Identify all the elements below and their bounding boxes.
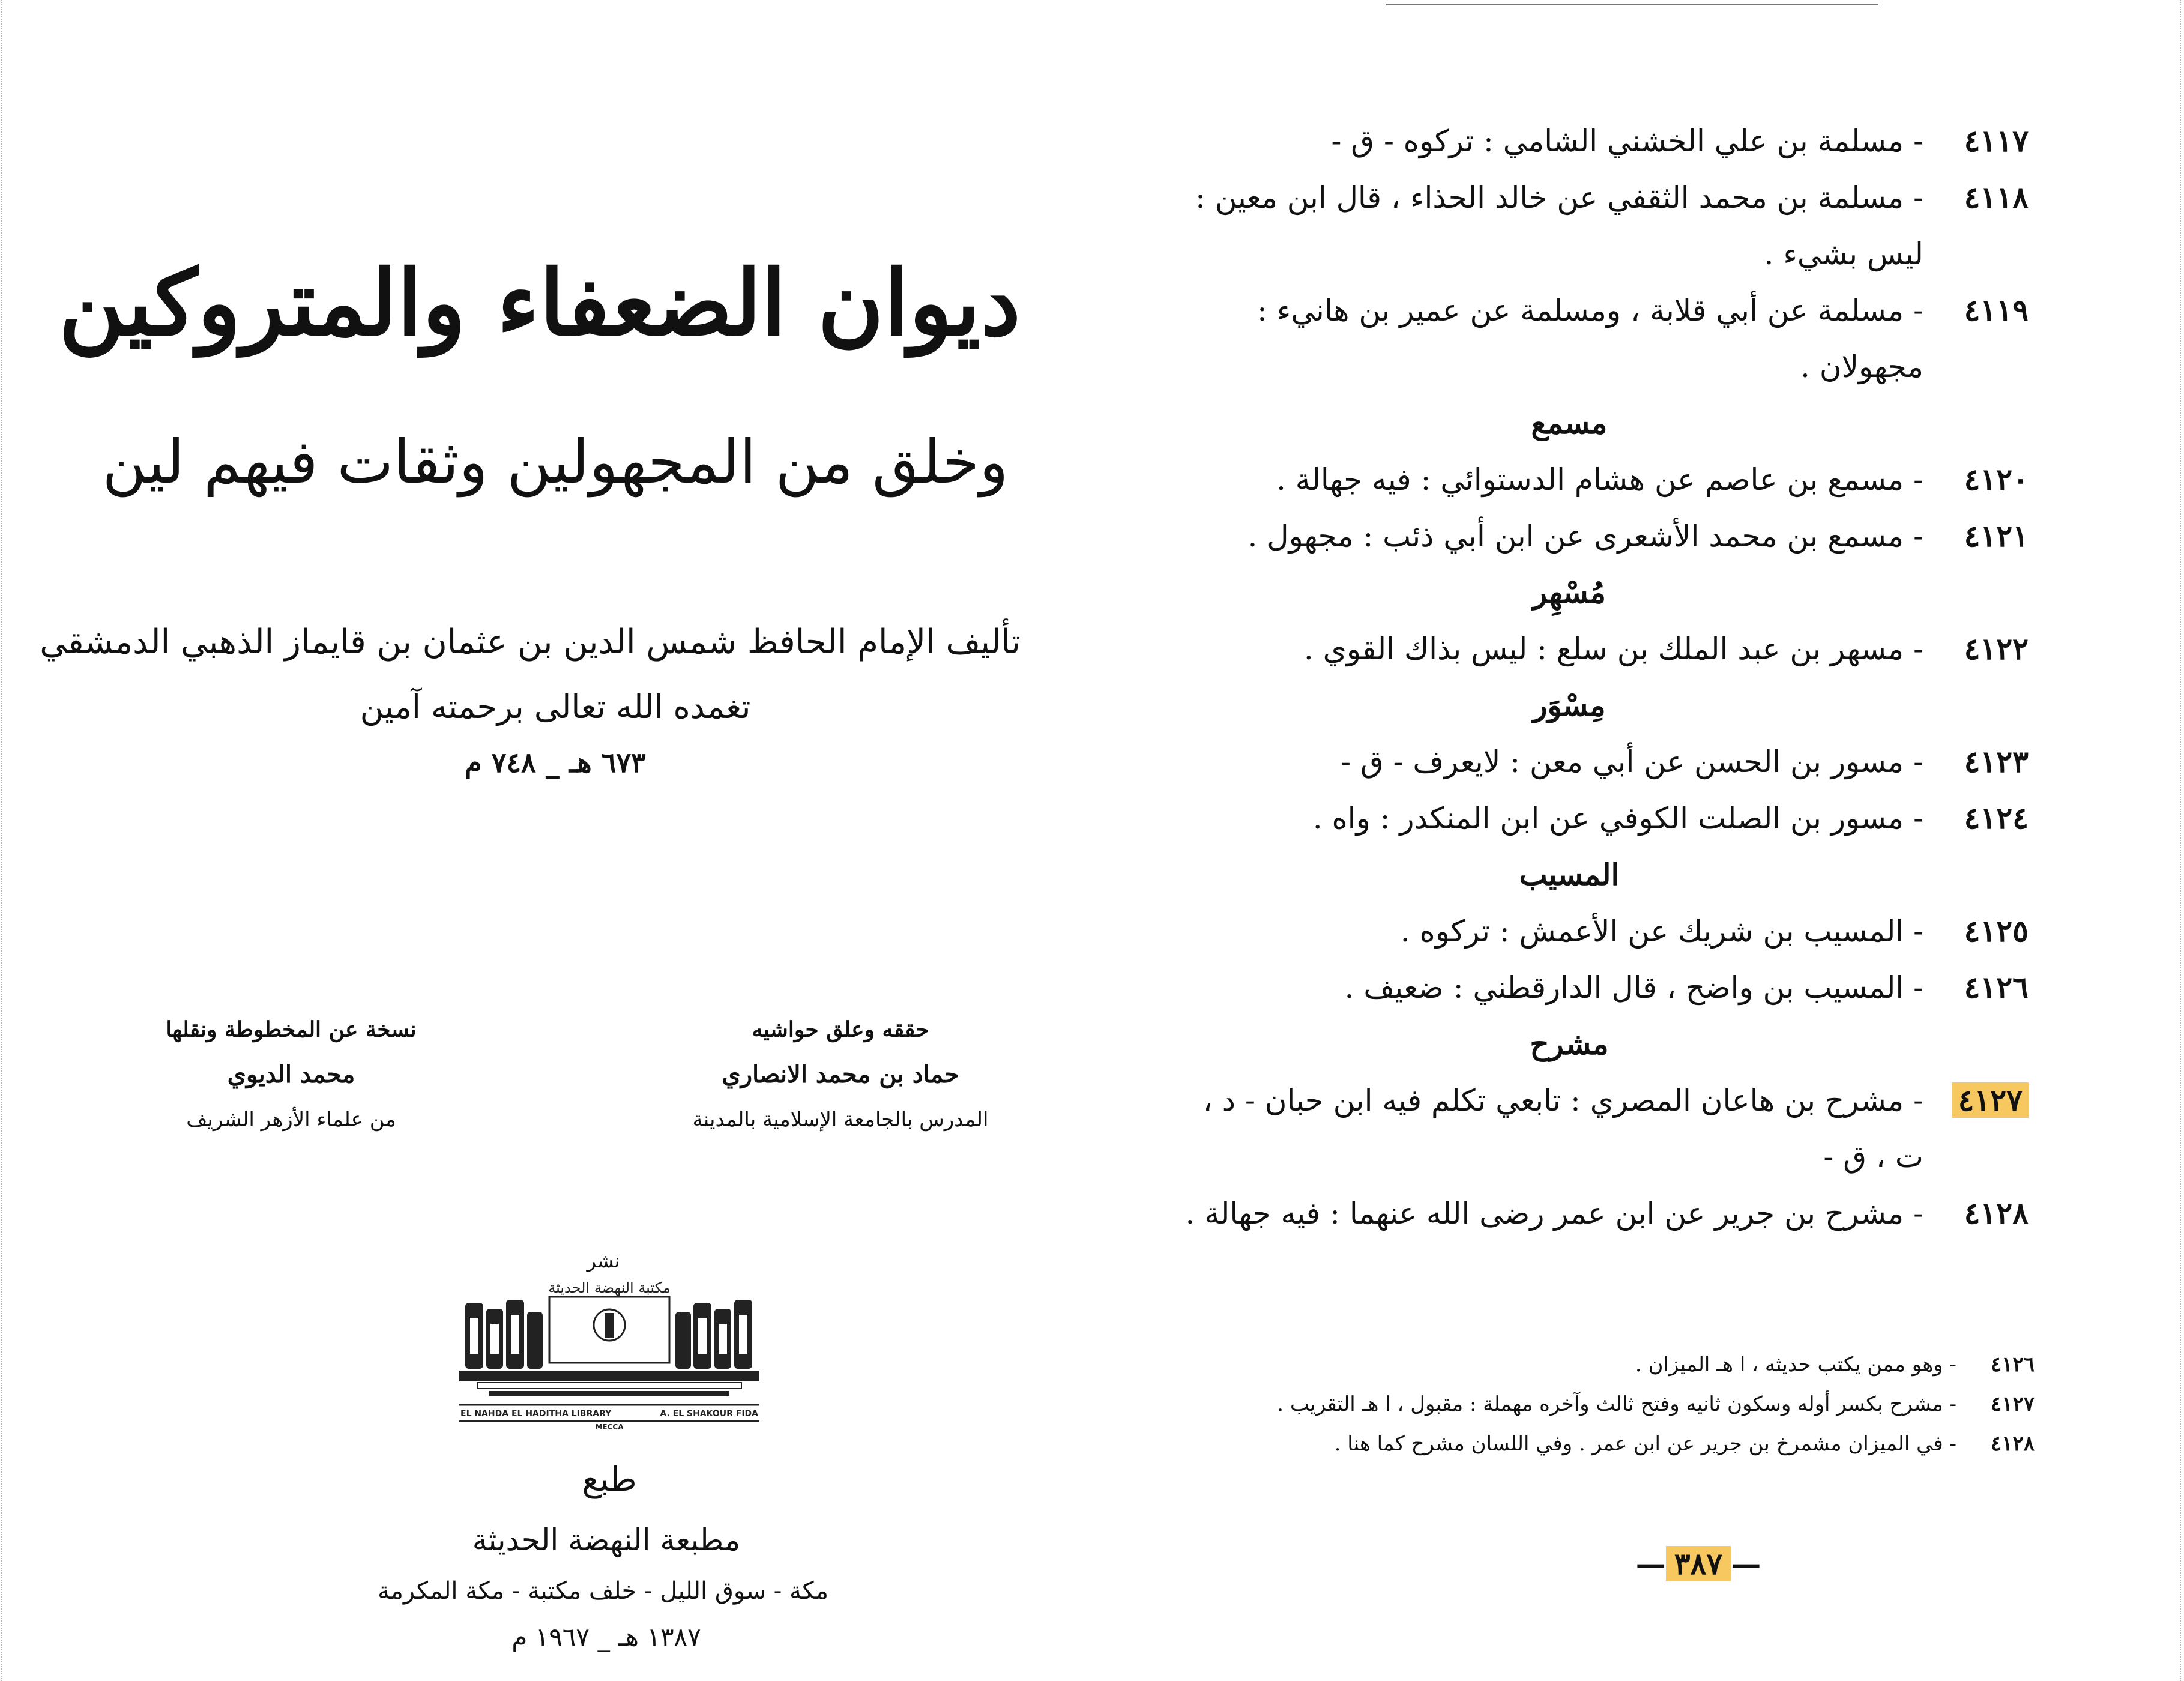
entry-text: - مسهر بن عبد الملك بن سلع : ليس بذاك القوي .: [1303, 632, 1923, 666]
entry-text: - مسلمة عن أبي قلابة ، ومسلمة عن عمير بن هانيء :: [1257, 293, 1923, 328]
entry-row: [1236, 282, 2029, 339]
entry-text: - مشرح بن جرير عن ابن عمر رضى الله عنهما : فيه جهالة .: [1185, 1196, 1923, 1231]
section-heading-text: المسيب: [1519, 857, 1620, 892]
entry-number-cell: [1932, 621, 2029, 677]
editor-role: حققه وعلق حواشيه: [752, 1017, 929, 1042]
entry-row: [1236, 959, 2029, 1016]
entry-row: [1185, 1185, 2029, 1242]
entry-text: - المسيب بن شريك عن الأعمش : تركوه .: [1400, 914, 1923, 949]
entry-number: ٤١٢١: [1964, 518, 2029, 554]
entry-number: ٤١٢٥: [1964, 913, 2029, 949]
section-heading: [1236, 1016, 2029, 1072]
entry-row: [1236, 903, 2029, 959]
entry-text: ت ، ق -: [1823, 1139, 1923, 1174]
publisher-logo-graphic: [453, 1282, 765, 1429]
entry-continuation: [1236, 1129, 2029, 1185]
book-subtitle: وخلق من المجهولين وثقات فيهم لين: [102, 427, 1009, 497]
footnote-number: ٤١٢٨: [1990, 1432, 2035, 1456]
entry-row: [1202, 1072, 2029, 1129]
section-heading-text: مِسْوَر: [1533, 687, 1606, 723]
entry-row: [1236, 790, 2029, 847]
entry-text: - مشرح بن هاعان المصري : تابعي تكلم فيه ابن حبان - د ،: [1202, 1083, 1923, 1118]
prayer-line: تغمده الله تعالى برحمته آمين: [360, 688, 751, 726]
entry-number-cell: [1932, 959, 2029, 1016]
entry-number: ٤١٢٦: [1964, 970, 2029, 1005]
section-heading: [1236, 847, 2029, 903]
book-title: ديوان الضعفاء والمتروكين: [58, 250, 1021, 356]
copyist-credit: [87, 1012, 495, 1144]
entries-page: [1092, 0, 2184, 1681]
entry-row: [1236, 621, 2029, 677]
editor-credit: [636, 1012, 1045, 1144]
section-heading-text: مشرح: [1530, 1026, 1609, 1061]
press-name: مطبعة النهضة الحديثة: [472, 1523, 741, 1557]
footnote-text: - في الميزان مشمرخ بن جرير عن ابن عمر . وفي اللسان مشرح كما هنا .: [1334, 1432, 1956, 1456]
entry-number: ٤١٢٨: [1964, 1195, 2029, 1231]
logo-arabic-name: مكتبة النهضة الحديثة: [548, 1282, 671, 1296]
entry-number: ٤١١٧: [1964, 123, 2029, 158]
footnote-text: - مشرح بكسر أوله وسكون ثانيه وفتح ثالث وآخره مهملة : مقبول ، ا هـ التقريب .: [1277, 1392, 1956, 1416]
section-heading: [1236, 564, 2029, 621]
entry-text: مجهولان .: [1800, 349, 1923, 384]
section-heading-text: مُسْهِر: [1532, 575, 1606, 610]
entry-number-cell: [1932, 790, 2029, 847]
entry-number: ٤١٢٤: [1964, 800, 2029, 836]
entry-number: ٤١٢٣: [1964, 744, 2029, 779]
entry-continuation: [1236, 339, 2029, 395]
entry-text: - مسمع بن عاصم عن هشام الدستوائي : فيه جهالة .: [1276, 462, 1923, 497]
entry-text: ليس بشيء .: [1764, 237, 1923, 271]
scan-edge-left: [1, 0, 5, 1681]
publisher-label: نشر: [587, 1249, 620, 1272]
entry-number-cell: [1932, 282, 2029, 339]
entry-continuation: [1236, 226, 2029, 282]
entry-number-cell: [1932, 169, 2029, 226]
entry-number-cell: [1932, 903, 2029, 959]
entry-text: - مسلمة بن محمد الثقفي عن خالد الحذاء ، قال ابن معين :: [1195, 180, 1923, 215]
entry-row: [1236, 451, 2029, 508]
publisher-logo: [453, 1282, 765, 1429]
entry-number-highlighted: ٤١٢٧: [1952, 1082, 2029, 1118]
press-date: ١٣٨٧ هـ _ ١٩٦٧ م: [511, 1622, 701, 1652]
logo-english-right: A. EL SHAKOUR FIDA: [660, 1409, 758, 1419]
copyist-affiliation: من علماء الأزهر الشريف: [186, 1108, 396, 1132]
entry-text: - المسيب بن واضح ، قال الدارقطني : ضعيف .: [1344, 970, 1923, 1005]
print-label: طبع: [582, 1460, 637, 1499]
entry-number: ٤١٢٠: [1964, 462, 2029, 497]
press-address: مكة - سوق الليل - خلف مكتبة - مكة المكرمة: [378, 1577, 828, 1605]
page-number-dash-left: —: [1635, 1546, 1666, 1581]
entry-number-cell: [1932, 508, 2029, 564]
editor-name: حماد بن محمد الانصاري: [722, 1060, 959, 1088]
entry-text: - مسمع بن محمد الأشعرى عن ابن أبي ذئب : مجهول .: [1247, 519, 1923, 554]
entry-number: ٤١٢٢: [1964, 631, 2029, 666]
entries-list: [1185, 113, 2029, 1242]
footnote: [1272, 1424, 2035, 1464]
logo-english-left: EL NAHDA EL HADITHA LIBRARY: [460, 1409, 612, 1419]
copyist-name: محمد الديوي: [227, 1060, 355, 1088]
entry-row: [1236, 734, 2029, 790]
entry-number-cell: [1932, 451, 2029, 508]
entry-number: ٤١١٩: [1964, 292, 2029, 328]
scan-edge-right: [2180, 0, 2183, 1681]
page-number-dash-right: —: [1731, 1546, 1761, 1581]
footnote: [1272, 1384, 2035, 1424]
entry-text: - مسلمة بن علي الخشني الشامي : تركوه - ق -: [1331, 124, 1923, 158]
entry-row: [1236, 113, 2029, 169]
entry-text: - مسور بن الحسن عن أبي معن : لايعرف - ق -: [1341, 744, 1923, 779]
logo-city: MECCA: [595, 1423, 624, 1429]
section-heading-text: مسمع: [1531, 405, 1608, 441]
entry-text: - مسور بن الصلت الكوفي عن ابن المنكدر : واه .: [1312, 801, 1923, 836]
entry-number-cell: [1932, 734, 2029, 790]
editor-affiliation: المدرس بالجامعة الإسلامية بالمدينة: [692, 1108, 989, 1132]
footnote-number: ٤١٢٦: [1990, 1353, 2035, 1377]
top-rule: [1386, 4, 1878, 5]
page-number: [1602, 1540, 1794, 1588]
section-heading: [1236, 677, 2029, 734]
entry-number-cell: [1932, 113, 2029, 169]
page-number-value: ٣٨٧: [1666, 1546, 1731, 1581]
entry-number-cell: [1932, 1072, 2029, 1129]
section-heading: [1236, 395, 2029, 451]
footnotes: [1272, 1345, 2035, 1464]
entry-row: [1236, 508, 2029, 564]
author-dates: ٦٧٣ هـ _ ٧٤٨ م: [465, 746, 646, 779]
copyist-role: نسخة عن المخطوطة ونقلها: [166, 1017, 417, 1042]
entry-number: ٤١١٨: [1964, 180, 2029, 215]
footnote: [1272, 1345, 2035, 1384]
footnote-number: ٤١٢٧: [1990, 1392, 2035, 1416]
author-line: تأليف الإمام الحافظ شمس الدين بن عثمان بن قايماز الذهبي الدمشقي: [40, 623, 1021, 662]
entry-row: [1195, 169, 2029, 226]
footnote-text: - وهو ممن يكتب حديثه ، ا هـ الميزان .: [1635, 1353, 1956, 1377]
entry-number-cell: [1932, 1185, 2029, 1242]
